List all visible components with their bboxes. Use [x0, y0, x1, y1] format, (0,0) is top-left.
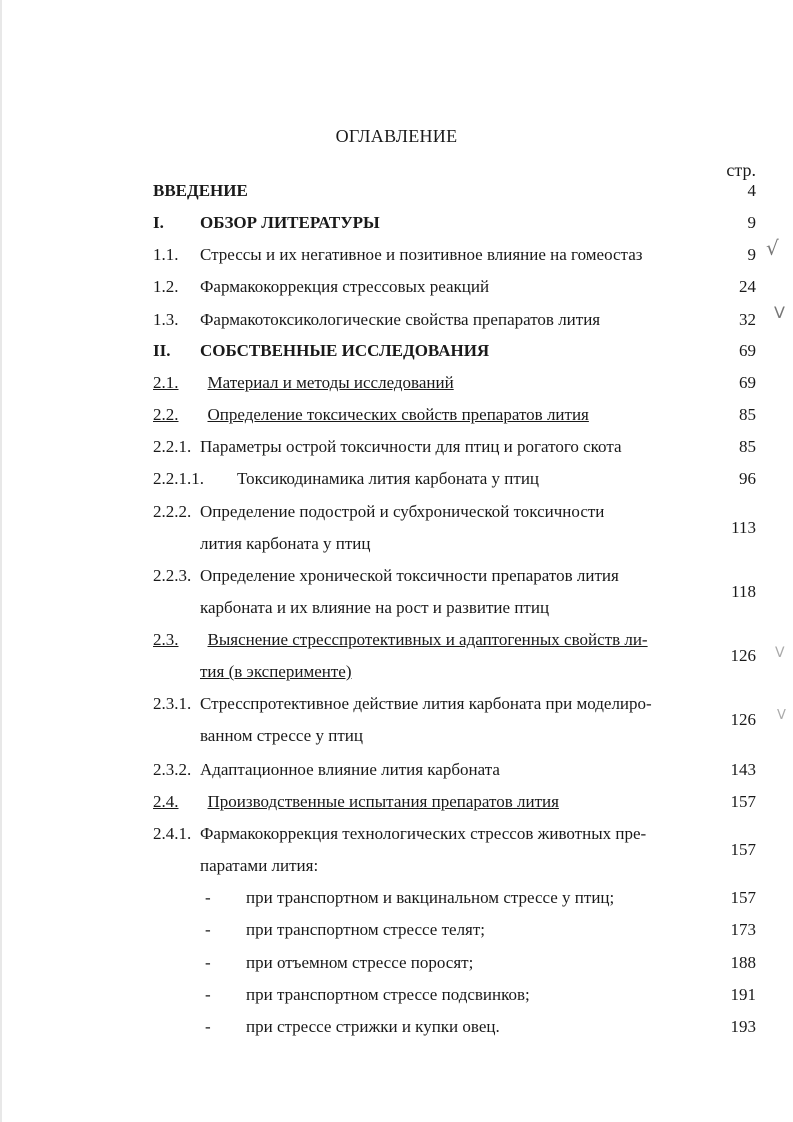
- toc-entry-underlined: [153, 792, 559, 812]
- margin-check-mark: √: [766, 236, 779, 260]
- toc-text-continuation: тия (в эксперименте): [200, 662, 352, 681]
- toc-page: 126: [730, 646, 756, 665]
- toc-page: 4: [747, 181, 756, 200]
- list-dash: -: [205, 1017, 211, 1036]
- toc-text-continuation: ванном стрессе у птиц: [200, 726, 363, 745]
- toc-num: 2.1.: [153, 373, 179, 392]
- toc-page: 143: [730, 760, 756, 779]
- toc-num: 1.3.: [153, 310, 179, 329]
- toc-text: Определение подострой и субхронической токсичности: [200, 502, 605, 521]
- toc-subitem-text: при транспортном стрессе телят;: [246, 920, 486, 939]
- margin-check-mark: V: [777, 708, 786, 723]
- toc-page: 24: [739, 277, 756, 296]
- toc-page: 126: [730, 710, 756, 729]
- toc-entry-underlined: [153, 405, 589, 425]
- toc-page: 118: [731, 582, 756, 601]
- toc-subitem-text: при транспортном и вакцинальном стрессе у птиц;: [246, 888, 615, 907]
- toc-subitem-text: при транспортном стрессе подсвинков;: [246, 985, 530, 1004]
- margin-check-mark: V: [774, 303, 785, 322]
- toc-num: 2.4.: [153, 792, 179, 811]
- toc-num: 2.2.3.: [153, 566, 192, 585]
- toc-num: 1.1.: [153, 245, 179, 264]
- toc-text: Стресспротективное действие лития карбоната при моделиро-: [200, 694, 652, 713]
- page-column-header: стр.: [726, 160, 756, 180]
- toc-text: Определение токсических свойств препаратов лития: [207, 405, 589, 424]
- toc-text: Параметры острой токсичности для птиц и рогатого скота: [200, 437, 622, 456]
- toc-text: Токсикодинамика лития карбоната у птиц: [237, 469, 540, 488]
- toc-text-continuation: паратами лития:: [200, 856, 319, 875]
- toc-text: ОБЗОР ЛИТЕРАТУРЫ: [200, 213, 380, 232]
- toc-text: Фармакокоррекция технологических стрессов животных пре-: [200, 824, 647, 843]
- toc-num: 2.2.2.: [153, 502, 192, 521]
- toc-subitem-text: при стрессе стрижки и купки овец.: [246, 1017, 500, 1036]
- toc-text: Адаптационное влияние лития карбоната: [200, 760, 500, 779]
- toc-page: 85: [739, 405, 756, 424]
- toc-num: II.: [153, 341, 171, 360]
- toc-text: СОБСТВЕННЫЕ ИССЛЕДОВАНИЯ: [200, 341, 490, 360]
- toc-page: 9: [747, 213, 756, 232]
- list-dash: -: [205, 985, 211, 1004]
- toc-text: Определение хронической токсичности препаратов лития: [200, 566, 619, 585]
- toc-page: 32: [739, 310, 756, 329]
- toc-page: 193: [730, 1017, 756, 1036]
- toc-text: Фармакокоррекция стрессовых реакций: [200, 277, 490, 296]
- toc-num: 2.2.: [153, 405, 179, 424]
- page-title: ОГЛАВЛЕНИЕ: [335, 126, 458, 146]
- toc-page: 96: [739, 469, 756, 488]
- toc-page: 191: [730, 985, 756, 1004]
- toc-page: 173: [730, 920, 756, 939]
- toc-page: 157: [730, 840, 756, 859]
- toc-page: 9: [747, 245, 756, 264]
- toc-text: Производственные испытания препаратов лития: [207, 792, 559, 811]
- toc-subitem-text: при отъемном стрессе поросят;: [246, 953, 474, 972]
- toc-text-continuation: карбоната и их влияние на рост и развитие птиц: [200, 598, 550, 617]
- toc-entry-underlined: [153, 373, 454, 393]
- list-dash: -: [205, 888, 211, 907]
- toc-num: 2.2.1.: [153, 437, 192, 456]
- toc-num: 1.2.: [153, 277, 179, 296]
- toc-num: 2.3.2.: [153, 760, 192, 779]
- toc-page: 157: [730, 792, 756, 811]
- toc-page: 69: [739, 373, 756, 392]
- list-dash: -: [205, 953, 211, 972]
- toc-num: 2.3.: [153, 630, 179, 649]
- toc-page: 113: [731, 518, 756, 537]
- toc-num: 2.2.1.1.: [153, 469, 204, 488]
- toc-page: 85: [739, 437, 756, 456]
- toc-entry-underlined: [153, 630, 648, 650]
- margin-check-mark: V: [775, 645, 785, 661]
- toc-num: I.: [153, 213, 164, 232]
- scan-edge: [0, 0, 2, 1122]
- toc-text: Стрессы и их негативное и позитивное влияние на гомеостаз: [200, 245, 643, 264]
- toc-page: 157: [730, 888, 756, 907]
- toc-num: 2.4.1.: [153, 824, 192, 843]
- toc-num: ВВЕДЕНИЕ: [153, 181, 248, 200]
- toc-text: Выяснение стресспротективных и адаптогенных свойств ли-: [207, 630, 648, 649]
- list-dash: -: [205, 920, 211, 939]
- toc-num: 2.3.1.: [153, 694, 192, 713]
- toc-text: Материал и методы исследований: [207, 373, 454, 392]
- toc-page: 69: [739, 341, 756, 360]
- toc-text: Фармакотоксикологические свойства препаратов лития: [200, 310, 601, 329]
- toc-text-continuation: лития карбоната у птиц: [200, 534, 371, 553]
- toc-page: 188: [730, 953, 756, 972]
